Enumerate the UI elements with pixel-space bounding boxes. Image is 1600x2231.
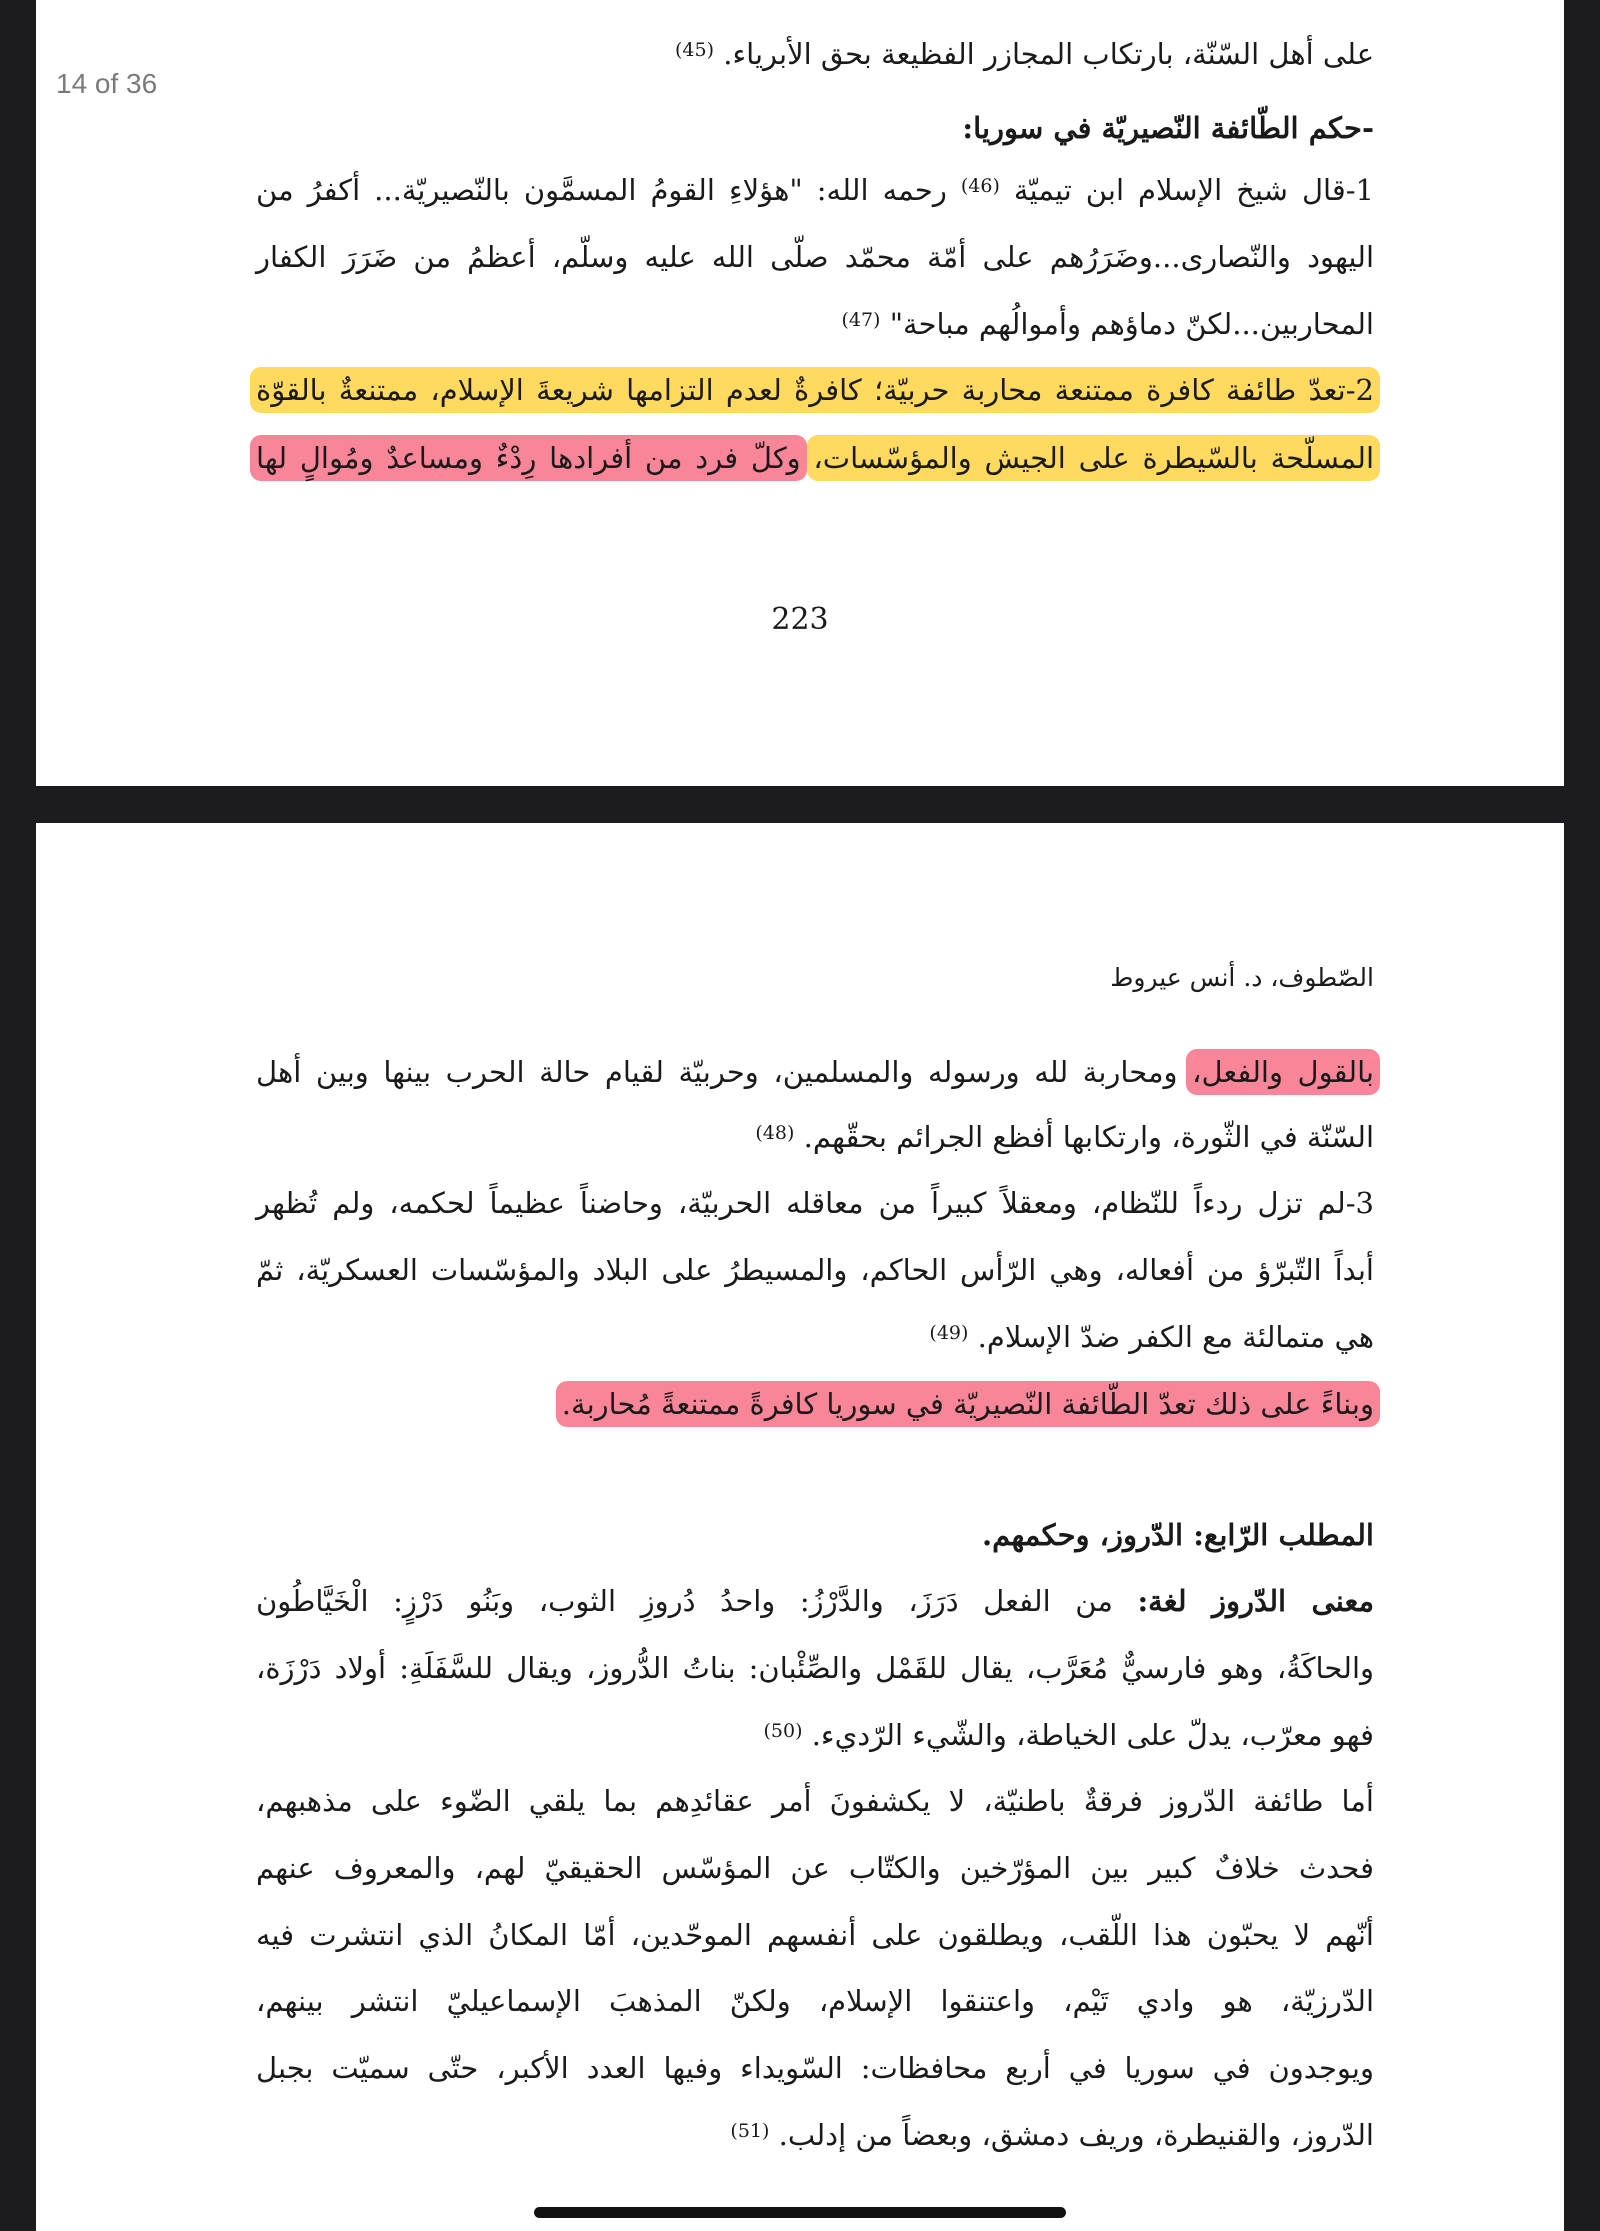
document-page-bottom <box>36 823 1564 2231</box>
text-line: أما طائفة الدّروز فرقةٌ باطنيّة، لا يكشفونَ أمر عقائدِهم بما يلقي الضّوء على مذهبهم، <box>256 1784 1374 1818</box>
text-line: هي متمالئة مع الكفر ضدّ الإسلام. $^{(49)}$ <box>929 1320 1374 1354</box>
text-line: الدّروز، والقنيطرة، وريف دمشق، وبعضاً من إدلب. $^{(51)}$ <box>730 2118 1374 2152</box>
text-line: فحدث خلافٌ كبير بين المؤرّخين والكتّاب عن المؤسّس الحقيقيّ لهم، والمعروف عنهم <box>256 1851 1374 1885</box>
text-line: على أهل السّنّة، بارتكاب المجازر الفظيعة بحق الأبرياء. $^{(45)}$ <box>675 37 1374 71</box>
text-line: 1-قال شيخ الإسلام ابن تيميّة $^{(46)}$ رحمه الله: "هؤلاءِ القومُ المسمَّون بالنّصيريّة... أكفرُ من <box>256 173 1374 207</box>
footnote-ref[interactable]: (49) <box>929 1322 969 1344</box>
text-line: بالقول والفعل، ومحاربة لله ورسوله والمسلمين، وحربيّة لقيام حالة الحرب بينها وبين أهل <box>256 1055 1375 1089</box>
text-line: اليهود والنّصارى...وضَرَرُهم على أمّة محمّد صلّى الله عليه وسلّم، أعظمُ من ضَرَرَ الكفار <box>256 240 1374 274</box>
highlighted-line <box>256 370 1374 410</box>
footnote-ref[interactable]: (51) <box>730 2120 770 2142</box>
red-highlight: وكلّ فرد من أفرادها رِدْءٌ ومساعدٌ ومُوالٍ لها <box>256 441 801 475</box>
text-line: الدّرزيّة، هو وادي تَيْم، واعتنقوا الإسلام، ولكنّ المذهبَ الإسماعيليّ انتشر بينهم، <box>256 1984 1374 2018</box>
footnote-ref[interactable]: (48) <box>755 1122 795 1144</box>
page-counter: 14 of 36 <box>52 66 161 102</box>
running-header: الصّطوف، د. أنس عيروط <box>1110 963 1374 992</box>
yellow-highlight: المسلّحة بالسّيطرة على الجيش والمؤسّسات، <box>813 441 1374 475</box>
text-line: معنى الدّروز لغة: من الفعل دَرَزَ، والدَّرْزُ: واحدُ دُروزِ الثوب، وبَنُو دَرْزٍ: الْخَيَّاطُون <box>256 1584 1374 1618</box>
text-line: فهو معرّب، يدلّ على الخياطة، والشّيء الرّديء. $^{(50)}$ <box>763 1718 1374 1752</box>
page-number: 223 <box>771 602 829 637</box>
text-line: أنّهم لا يحبّون هذا اللّقب، ويطلقون على أنفسهم الموحّدين، أمّا المكانُ الذي انتشرت فيه <box>256 1918 1374 1952</box>
highlighted-line <box>562 1384 1374 1424</box>
yellow-highlight: 2-تعدّ طائفة كافرة ممتنعة محاربة حربيّة؛ كافرةٌ لعدم التزامها شريعةَ الإسلام، ممتنعةٌ بالقوّة <box>256 373 1374 407</box>
home-indicator[interactable] <box>534 2207 1066 2218</box>
text-line: والحاكَةُ، وهو فارسيٌّ مُعَرَّب، يقال للقَمْل والصِّئْبان: بناتُ الدُّروز، ويقال للسَّفَلَةِ: أولاد دَرْزَة، <box>256 1651 1374 1685</box>
red-highlight: بالقول والفعل، <box>1192 1055 1375 1089</box>
text-line: ويوجدون في سوريا في أربع محافظات: السّويداء وفيها العدد الأكبر، حتّى سميّت بجبل <box>256 2051 1374 2085</box>
red-highlight: وبناءً على ذلك تعدّ الطّائفة النّصيريّة في سوريا كافرةً ممتنعةً مُحاربة. <box>561 1387 1374 1421</box>
section-heading: -حكم الطّائفة النّصيريّة في سوريا: <box>962 111 1374 145</box>
footnote-ref[interactable]: (46) <box>960 175 1000 197</box>
highlighted-line <box>256 438 1374 478</box>
section-heading: المطلب الرّابع: الدّروز، وحكمهم. <box>982 1518 1374 1552</box>
footnote-ref[interactable]: (47) <box>841 309 881 331</box>
text-line: المحاربين...لكنّ دماؤهم وأموالُهم مباحة" $^{(47)}$ <box>841 307 1374 341</box>
text-line: 3-لم تزل ردءاً للنّظام، ومعقلاً كبيراً من معاقله الحربيّة، وحاضناً عظيماً لحكمه، ولم تُظهر <box>256 1186 1374 1220</box>
text-line: أبداً التّبرّؤ من أفعاله، وهي الرّأس الحاكم، والمسيطرُ على البلاد والمؤسّسات العسكريّة، ثمّ <box>256 1253 1374 1287</box>
footnote-ref[interactable]: (45) <box>675 39 715 61</box>
footnote-ref[interactable]: (50) <box>763 1720 803 1742</box>
text-line: السّنّة في الثّورة، وارتكابها أفظع الجرائم بحقّهم. $^{(48)}$ <box>755 1120 1374 1154</box>
term-label: معنى الدّروز لغة: <box>1137 1584 1374 1618</box>
document-page-top <box>36 0 1564 786</box>
